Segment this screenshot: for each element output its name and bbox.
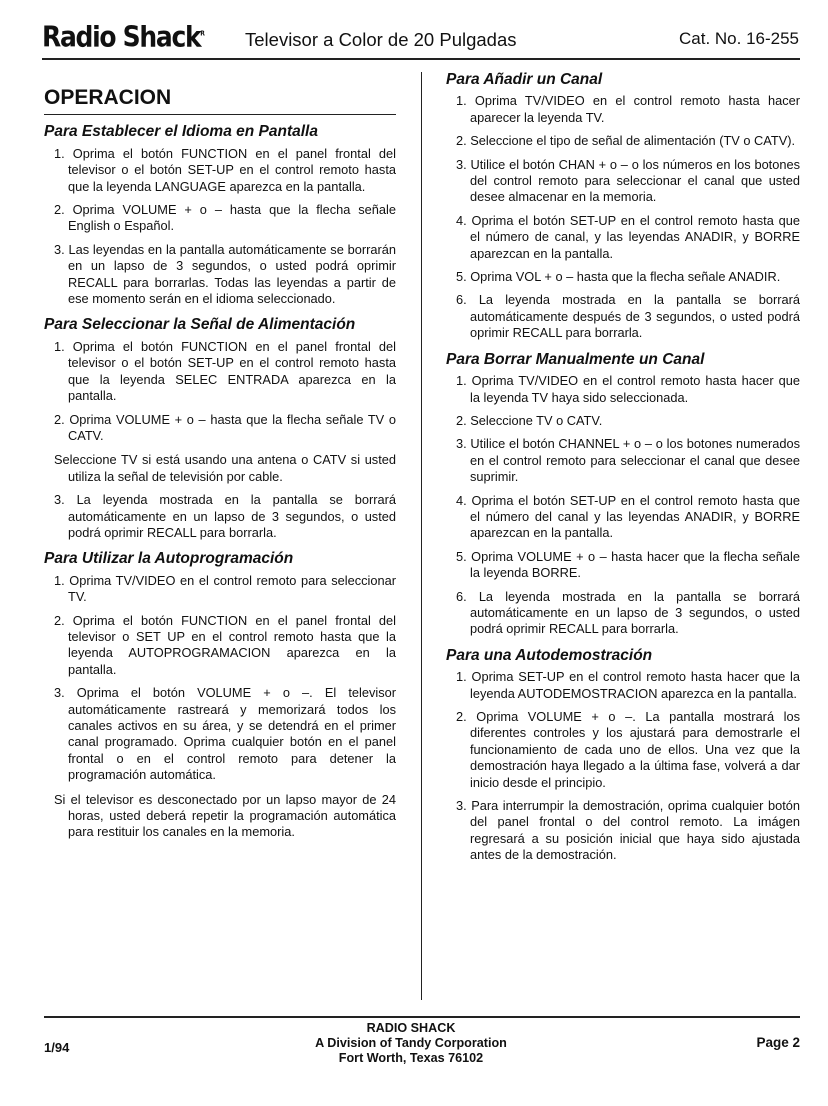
step-text: 3. Las leyendas en la pantalla automáticamente se borrarán en un lapso de 3 segundos, o usted podrá oprimir RECALL para borrarlas. Todas las leyendas a partir de ese momento serán en el idioma seleccionado.	[54, 241, 396, 307]
right-column	[446, 72, 800, 874]
step-item	[456, 292, 800, 341]
step-item	[456, 213, 800, 262]
step-list	[446, 373, 800, 638]
step-list	[44, 573, 396, 841]
instruction-section	[446, 72, 800, 342]
left-column	[44, 80, 396, 851]
footer-company-block	[244, 1021, 578, 1066]
step-item	[456, 589, 800, 638]
step-item	[54, 339, 396, 405]
section-heading: Para Añadir un Canal	[446, 71, 603, 88]
step-item	[456, 436, 800, 485]
step-text: 1. Oprima TV/VIDEO en el control remoto hasta hacer que la leyenda TV haya sido seleccionada.	[456, 373, 800, 405]
left-sections	[44, 124, 396, 840]
section-heading: Para Utilizar la Autoprogramación	[44, 550, 294, 568]
instruction-section	[44, 124, 396, 307]
step-text: 3. Utilice el botón CHANNEL + o – o los botones numerados en el control remoto para seleccionar el canal que desee suprimir.	[456, 436, 800, 485]
step-item	[456, 798, 800, 864]
step-text: 3. Para interrumpir la demostración, oprima cualquier botón del panel frontal o del control remoto. La imágen regresará a su posición inicial que haya sido ajustada antes de la demostración.	[456, 798, 800, 863]
step-text: 5. Oprima VOLUME + o – hasta hacer que la flecha señale la leyenda BORRE.	[456, 548, 800, 581]
step-text: 4. Oprima el botón SET-UP en el control remoto hasta que el número del canal y las leyendas ANADIR, y BORRE aparezcan en la pantalla.	[456, 492, 800, 541]
step-text: 3. Utilice el botón CHAN + o – o los números en los botones del control remoto para seleccionar el canal que usted desee almacenar en la memoria.	[456, 156, 800, 205]
step-text: 2. Seleccione el tipo de señal de alimentación (TV o CATV).	[456, 133, 796, 149]
section-heading: Para Seleccionar la Señal de Alimentación	[44, 316, 356, 334]
step-item	[54, 573, 396, 606]
step-item	[456, 669, 800, 702]
step-text: 3. Oprima el botón VOLUME + o –. El televisor automáticamente rastreará y memorizará todos los canales activos en su área, y se detendrá en el primer canal programado. Oprima cualquier botón en el panel frontal o en el control remoto para detener la programación automática.	[54, 685, 396, 783]
step-text: 1. Oprima TV/VIDEO en el control remoto hasta hacer aparecer la leyenda TV.	[456, 93, 800, 125]
radio-shack-logo: Radio Shack$^R$	[42, 20, 205, 54]
step-item	[54, 613, 396, 679]
step-text: 1. Oprima el botón FUNCTION en el panel frontal del televisor o el botón SET-UP en el control remoto hasta que la leyenda LANGUAGE aparezca en la pantalla.	[54, 145, 396, 194]
step-item	[456, 157, 800, 206]
step-item	[54, 146, 396, 195]
step-text: 2. Oprima el botón FUNCTION en el panel frontal del televisor o SET UP en el control remoto hasta que la leyenda AUTOPROGRAMACION aparezca en la pantalla.	[54, 612, 396, 677]
section-heading: Para Establecer el Idioma en Pantalla	[44, 123, 318, 141]
section-heading: Para una Autodemostración	[446, 646, 653, 664]
footer-date: 1/94	[44, 1040, 70, 1055]
instruction-section	[446, 352, 800, 638]
step-text: 6. La leyenda mostrada en la pantalla se borrará automáticamente en un lapso de 3 segundos, o usted podrá oprimir RECALL para borrarla.	[456, 588, 800, 637]
step-text: Si el televisor es desconectado por un lapso mayor de 24 horas, usted deberá repetir la programación automática para restituir los canales en la memoria.	[54, 791, 396, 840]
instruction-section	[44, 551, 396, 841]
step-item	[54, 492, 396, 541]
step-text: 1. Oprima TV/VIDEO en el control remoto para seleccionar TV.	[54, 572, 396, 605]
step-text: 2. Oprima VOLUME + o – hasta que la flecha señale English o Español.	[54, 202, 396, 234]
step-text: 5. Oprima VOL + o – hasta que la flecha señale ANADIR.	[456, 269, 781, 285]
step-text: 2. Oprima VOLUME + o –. La pantalla mostrará los diferentes controles y los ajustará para demostrarle el funcionamiento de cada uno de ellos. Una vez que la demostración haya llegado a la última fase, volverá a dar inicio desde el principio.	[456, 709, 800, 790]
step-text: 6. La leyenda mostrada en la pantalla se borrará automáticamente después de 3 segundos, o usted podrá oprimir RECALL para borrarla.	[456, 292, 800, 341]
footer-address: Fort Worth, Texas 76102	[338, 1051, 484, 1065]
step-item	[54, 685, 396, 841]
step-item	[456, 93, 800, 126]
step-text: 1. Oprima el botón FUNCTION en el panel frontal del televisor o el botón SET-UP en el control remoto hasta que la leyenda SELEC ENTRADA aparezca en la pantalla.	[54, 338, 396, 404]
right-sections	[446, 72, 800, 864]
step-item	[54, 202, 396, 235]
title-rule	[44, 114, 396, 115]
step-item	[456, 493, 800, 542]
footer-company: RADIO SHACK	[366, 1021, 456, 1035]
step-item	[456, 373, 800, 406]
step-list	[44, 339, 396, 541]
step-text: 2. Seleccione TV o CATV.	[456, 412, 603, 428]
step-item	[456, 413, 800, 429]
step-item	[456, 709, 800, 791]
step-item	[456, 133, 800, 149]
footer-rule	[44, 1016, 800, 1018]
step-item	[54, 412, 396, 486]
step-item	[456, 269, 800, 285]
page-number: Page 2	[756, 1035, 800, 1050]
step-list	[446, 669, 800, 863]
step-text: Seleccione TV si está usando una antena o CATV si usted utiliza la señal de televisión por cable.	[54, 452, 396, 484]
step-list	[44, 146, 396, 308]
section-heading: Para Borrar Manualmente un Canal	[446, 350, 705, 368]
step-list	[446, 93, 800, 341]
step-text: 3. La leyenda mostrada en la pantalla se borrará automáticamente en un lapso de 3 segundos, o usted podrá oprimir RECALL para borrarla.	[54, 492, 396, 540]
catalog-number: Cat. No. 16-255	[678, 29, 799, 48]
step-item	[54, 242, 396, 308]
step-text: 1. Oprima SET-UP en el control remoto hasta hacer que la leyenda AUTODEMOSTRACION aparezca en la pantalla.	[456, 669, 800, 701]
page-header	[42, 20, 800, 54]
instruction-section	[44, 317, 396, 541]
header-rule	[42, 58, 800, 60]
step-text: 2. Oprima VOLUME + o – hasta que la flecha señale TV o CATV.	[54, 411, 396, 443]
step-text: 4. Oprima el botón SET-UP en el control remoto hasta que el número de canal, y las leyendas ANADIR, y BORRE aparezcan en la pantalla.	[456, 212, 800, 261]
footer-division: A Division of Tandy Corporation	[315, 1036, 507, 1050]
step-item	[456, 549, 800, 582]
column-divider	[421, 72, 422, 1000]
document-title: Televisor a Color de 20 Pulgadas	[245, 29, 517, 50]
instruction-section	[446, 648, 800, 864]
section-title: OPERACION	[44, 86, 172, 109]
